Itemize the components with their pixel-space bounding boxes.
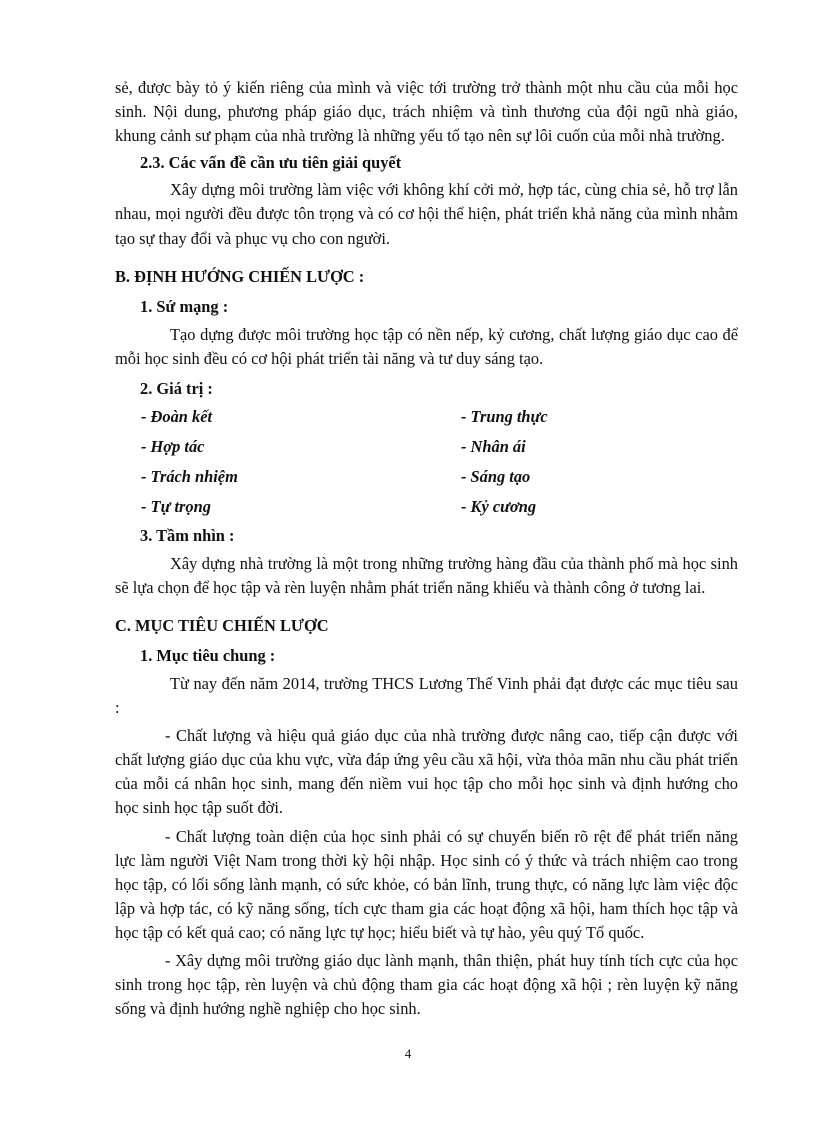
value-item: - Nhân ái [461,437,526,457]
value-item: - Trách nhiệm [141,467,238,487]
values-list [141,405,738,519]
value-item: - Kỷ cương [461,497,537,517]
general-goal-heading: 1. Mục tiêu chung : [140,645,276,665]
value-item: - Đoàn kết [141,407,213,427]
general-goal-intro: Từ nay đến năm 2014, trường THCS Lương Thế Vinh phải đạt được các mục tiêu sau : [115,673,738,718]
value-item: - Tự trọng [141,497,211,517]
section-c-heading: C. MỤC TIÊU CHIẾN LƯỢC [115,615,329,635]
values-heading: 2. Giá trị : [140,379,213,399]
section-2-3-body: Xây dựng môi trường làm việc với không khí cởi mở, hợp tác, cùng chia sẻ, hỗ trợ lẫn nhau, mọi người đều được tôn trọng và có cơ hội thể hiện, phát triển khả năng của mình nhằm tạo sự thay đổi và phục vụ cho con người. [115,180,738,248]
goal-bullet: - Xây dựng môi trường giáo dục lành mạnh, thân thiện, phát huy tính tích cực của học sinh trong học tập, rèn luyện và chủ động tham gia các hoạt động xã hội ; rèn luyện kỹ năng sống và định hướng nghề nghiệp cho học sinh. [115,951,738,1019]
vision-heading: 3. Tầm nhìn : [140,525,235,545]
mission-body: Tạo dựng được môi trường học tập có nền nếp, kỷ cương, chất lượng giáo dục cao để mỗi học sinh đều có cơ hội phát triển tài năng và tư duy sáng tạo. [115,324,738,368]
value-item: - Sáng tạo [461,467,531,487]
goal-bullet: - Chất lượng và hiệu quả giáo dục của nhà trường được nâng cao, tiếp cận được với chất lượng giáo dục của khu vực, vừa đáp ứng yêu cầu xã hội, vừa thỏa mãn nhu cầu phát triển của mỗi cá nhân học sinh, mang đến niềm vui học tập cho mỗi học sinh và định hướng cho học sinh học tập suốt đời. [115,726,738,818]
intro-paragraph: sẻ, được bày tỏ ý kiến riêng của mình và việc tới trường trở thành một nhu cầu của mỗi học sinh. Nội dung, phương pháp giáo dục, trách nhiệm và tình thương của đội ngũ nhà giáo, khung cảnh sư phạm của nhà trường là những yếu tố tạo nên sự lôi cuốn của mỗi nhà trường. [115,78,738,146]
mission-heading: 1. Sứ mạng : [140,296,229,316]
section-2-3-heading: 2.3. Các vấn đề cần ưu tiên giải quyết [140,153,402,173]
document-page [115,76,738,1021]
goal-bullet: - Chất lượng toàn diện của học sinh phải có sự chuyển biến rõ rệt để phát triển năng lực làm người Việt Nam trong thời kỳ hội nhập. Học sinh có ý thức và trách nhiệm cao trong học tập, có lối sống lành mạnh, có sức khỏe, có bản lĩnh, trung thực, có năng lực làm việc độc lập và hợp tác, có kỹ năng sống, tích cực tham gia các hoạt động xã hội, ham thích học tập và học tập có kết quả cao; có năng lực tự học; hiểu biết và tự hào, yêu quý Tổ quốc. [115,826,738,942]
page-number: 4 [404,1046,412,1061]
value-item: - Hợp tác [141,437,205,457]
section-b-heading: B. ĐỊNH HƯỚNG CHIẾN LƯỢC : [115,266,365,286]
value-item: - Trung thực [461,407,548,427]
vision-body: Xây dựng nhà trường là một trong những trường hàng đầu của thành phố mà học sinh sẽ lựa chọn để học tập và rèn luyện nhằm phát triển năng khiếu và thành công ở tương lai. [115,553,738,597]
